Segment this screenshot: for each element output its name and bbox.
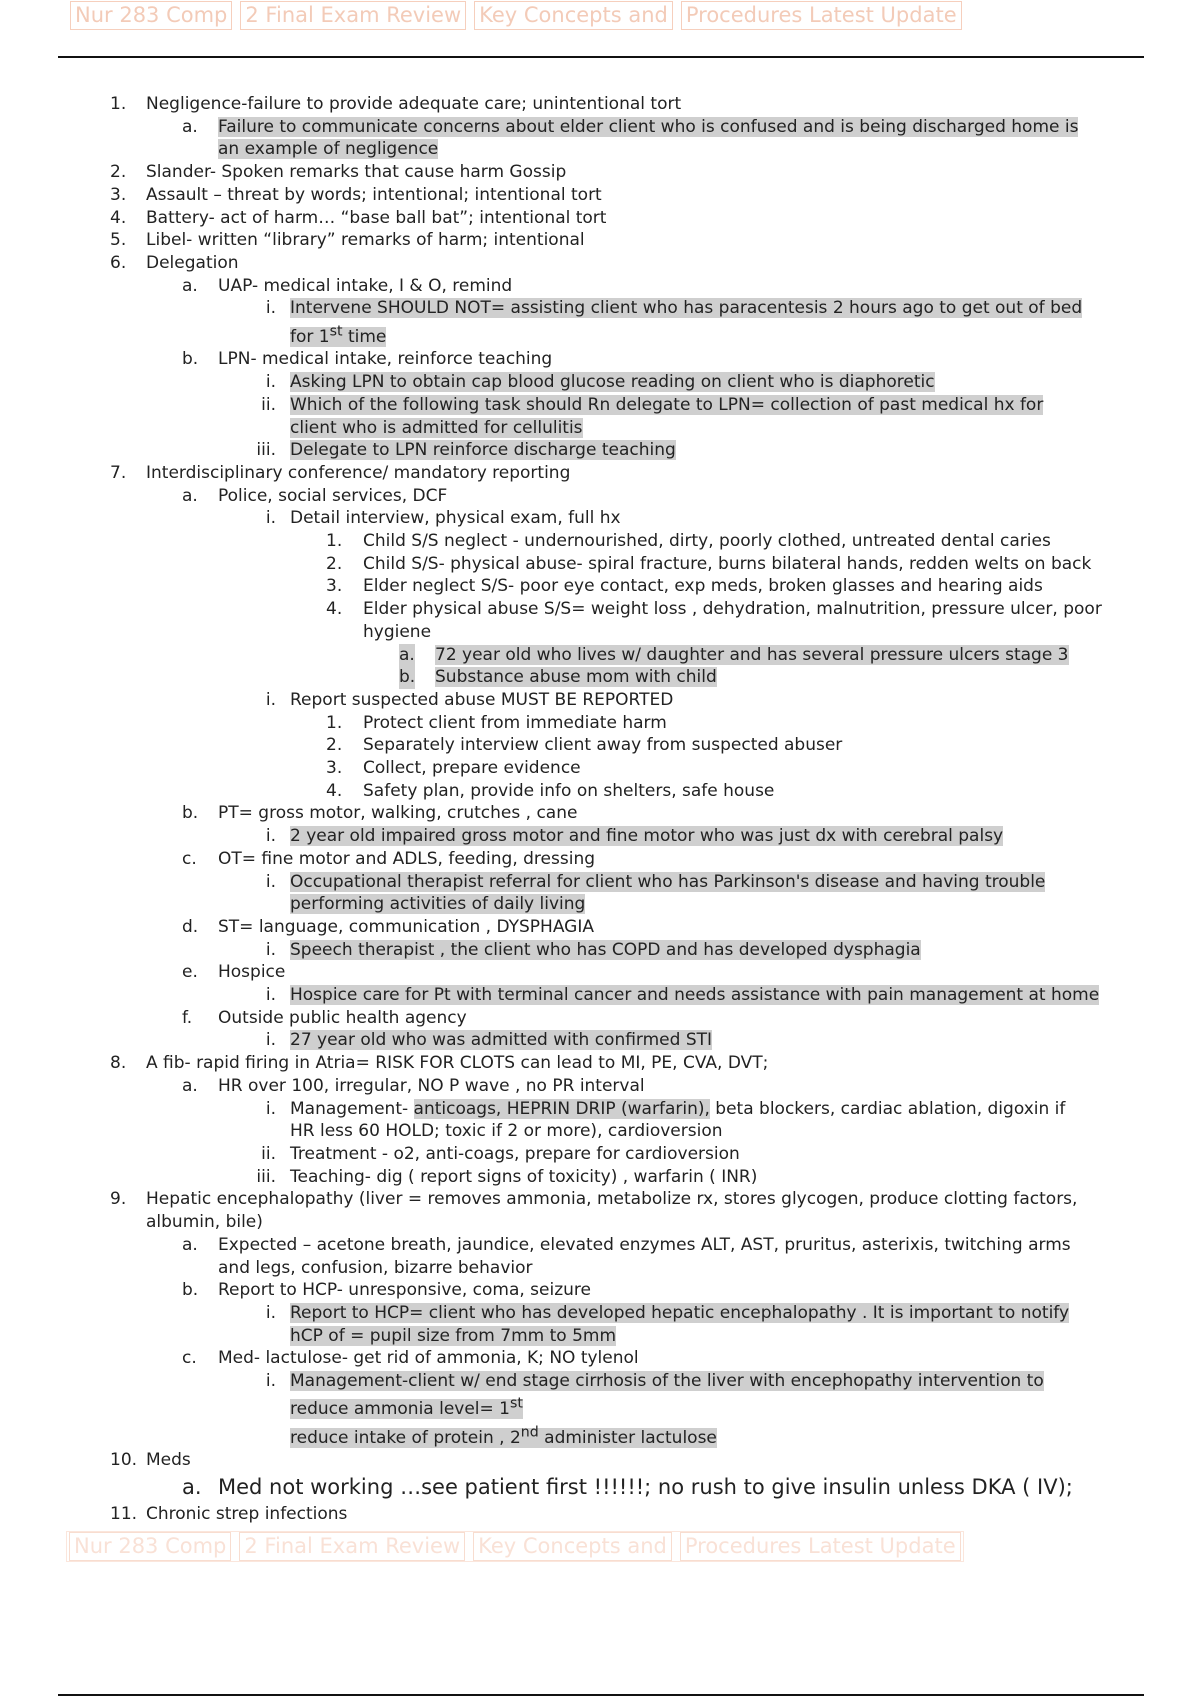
list-item: a. HR over 100, irregular, NO P wave , no PR interval — [182, 1075, 645, 1096]
list-item: 2. Separately interview client away from suspected abuser — [326, 735, 843, 756]
list-item: i. Hospice care for Pt with terminal cancer and needs assistance with pain management at home — [265, 985, 1100, 1006]
watermark-part: Procedures Latest Update — [681, 1, 962, 30]
list-item: 3. Collect, prepare evidence — [326, 758, 581, 779]
list-item: 4. Battery- act of harm… “base ball bat”; intentional tort — [110, 207, 607, 228]
list-item: i. Asking LPN to obtain cap blood glucose reading on client who is diaphoretic — [265, 372, 935, 393]
list-item: i. Occupational therapist referral for client who has Parkinson's disease and having trouble performing activities of daily living — [265, 871, 1046, 915]
list-item: a. 72 year old who lives w/ daughter and has several pressure ulcers stage 3 — [399, 644, 1069, 665]
list-item: a. Failure to communicate concerns about elder client who is confused and is being discharged home is an example of negligence — [182, 116, 1079, 160]
list-item: 2. Child S/S- physical abuse- spiral fracture, burns bilateral hands, redden welts on back — [326, 553, 1092, 574]
list-item: ii. Which of the following task should Rn delegate to LPN= collection of past medical hx for client who is admitted for cellulitis — [261, 394, 1044, 438]
list-item: 6. Delegation — [110, 252, 239, 273]
list-item: a. UAP- medical intake, I & O, remind — [182, 275, 513, 296]
watermark-part: 2 Final Exam Review — [239, 1532, 465, 1561]
watermark-part: Key Concepts and — [473, 1532, 672, 1561]
list-item: i. Detail interview, physical exam, full hx — [265, 508, 621, 529]
list-item: 1. Child S/S neglect - undernourished, dirty, poorly clothed, untreated dental caries — [326, 531, 1051, 552]
list-item: i. 27 year old who was admitted with confirmed STI — [265, 1030, 713, 1051]
document-body — [0, 93, 1200, 1526]
list-item: 11. Chronic strep infections — [110, 1504, 348, 1525]
list-item: b. Report to HCP- unresponsive, coma, seizure — [182, 1280, 591, 1301]
list-item: c. OT= fine motor and ADLS, feeding, dressing — [182, 848, 596, 869]
list-item: d. ST= language, communication , DYSPHAGIA — [182, 916, 594, 937]
list-item: 1. Protect client from immediate harm — [326, 712, 667, 733]
list-item: f. Outside public health agency — [182, 1007, 467, 1028]
watermark-part: Nur 283 Comp — [69, 1532, 231, 1561]
list-item: i. Intervene SHOULD NOT= assisting client who has paracentesis 2 hours ago to get out of bed for 1st time — [265, 298, 1083, 347]
list-item: 1. Negligence-failure to provide adequate care; unintentional tort — [110, 94, 682, 114]
list-item: i. Speech therapist , the client who has COPD and has developed dysphagia — [265, 939, 921, 960]
list-item: 2. Slander- Spoken remarks that cause harm Gossip — [110, 162, 567, 183]
watermark-part: Key Concepts and — [474, 1, 673, 30]
list-item: iii. Delegate to LPN reinforce discharge teaching — [256, 440, 676, 461]
list-item: 9. Hepatic encephalopathy (liver = removes ammonia, metabolize rx, stores glycogen, produce clotting factors, albumin, bile) — [110, 1189, 1078, 1233]
list-item: a. Police, social services, DCF — [182, 485, 448, 506]
list-item: 3. Elder neglect S/S- poor eye contact, exp meds, broken glasses and hearing aids — [326, 576, 1043, 597]
list-item: i. 2 year old impaired gross motor and fine motor who was just dx with cerebral palsy — [265, 826, 1004, 847]
list-item: b. Substance abuse mom with child — [399, 667, 717, 688]
list-item: iii. Teaching- dig ( report signs of toxicity) , warfarin ( INR) — [256, 1166, 758, 1187]
list-item: ii. Treatment - o2, anti-coags, prepare for cardioversion — [261, 1144, 740, 1164]
watermark-top — [70, 1, 962, 30]
list-item: e. Hospice — [182, 962, 286, 983]
header-rule — [58, 56, 1144, 58]
list-item: i. Management-client w/ end stage cirrhosis of the liver with encephopathy intervention to reduce ammonia level= 1st reduce intake of protein , 2nd administer lactulose — [265, 1371, 1044, 1448]
list-item: a. Expected – acetone breath, jaundice, elevated enzymes ALT, AST, pruritus, asterixis, twitching arms and legs, confusion, bizarre behavior — [182, 1234, 1071, 1278]
list-item: i. Management- anticoags, HEPRIN DRIP (warfarin), beta blockers, cardiac ablation, digoxin if HR less 60 HOLD; toxic if 2 or more), cardioversion — [265, 1098, 1066, 1142]
watermark-bottom — [66, 1531, 964, 1562]
watermark-part: 2 Final Exam Review — [240, 1, 466, 30]
list-item: 8. A fib- rapid firing in Atria= RISK FOR CLOTS can lead to MI, PE, CVA, DVT; — [110, 1053, 769, 1074]
list-item: b. PT= gross motor, walking, crutches , cane — [182, 803, 578, 824]
watermark-part: Nur 283 Comp — [70, 1, 232, 30]
list-item: 4. Safety plan, provide info on shelters, safe house — [326, 780, 775, 801]
list-item: 5. Libel- written “library” remarks of harm; intentional — [110, 230, 585, 251]
list-item: c. Med- lactulose- get rid of ammonia, K; NO tylenol — [182, 1348, 639, 1369]
watermark-part: Procedures Latest Update — [680, 1532, 961, 1561]
list-item: b. LPN- medical intake, reinforce teaching — [182, 349, 553, 370]
footer-rule — [58, 1694, 1144, 1696]
list-item: i. Report to HCP= client who has developed hepatic encephalopathy . It is important to notify hCP of = pupil size from 7mm to 5mm — [265, 1302, 1070, 1346]
list-item: 7. Interdisciplinary conference/ mandatory reporting — [110, 462, 571, 483]
list-item: i. Report suspected abuse MUST BE REPORTED — [265, 689, 674, 710]
list-item: 4. Elder physical abuse S/S= weight loss , dehydration, malnutrition, pressure ulcer, poor hygiene — [326, 599, 1102, 642]
list-item: 3. Assault – threat by words; intentional; intentional tort — [110, 184, 602, 205]
list-item: a. Med not working …see patient first !!!!!!; no rush to give insulin unless DKA ( IV); — [182, 1475, 1073, 1500]
list-item: 10. Meds — [110, 1450, 191, 1471]
